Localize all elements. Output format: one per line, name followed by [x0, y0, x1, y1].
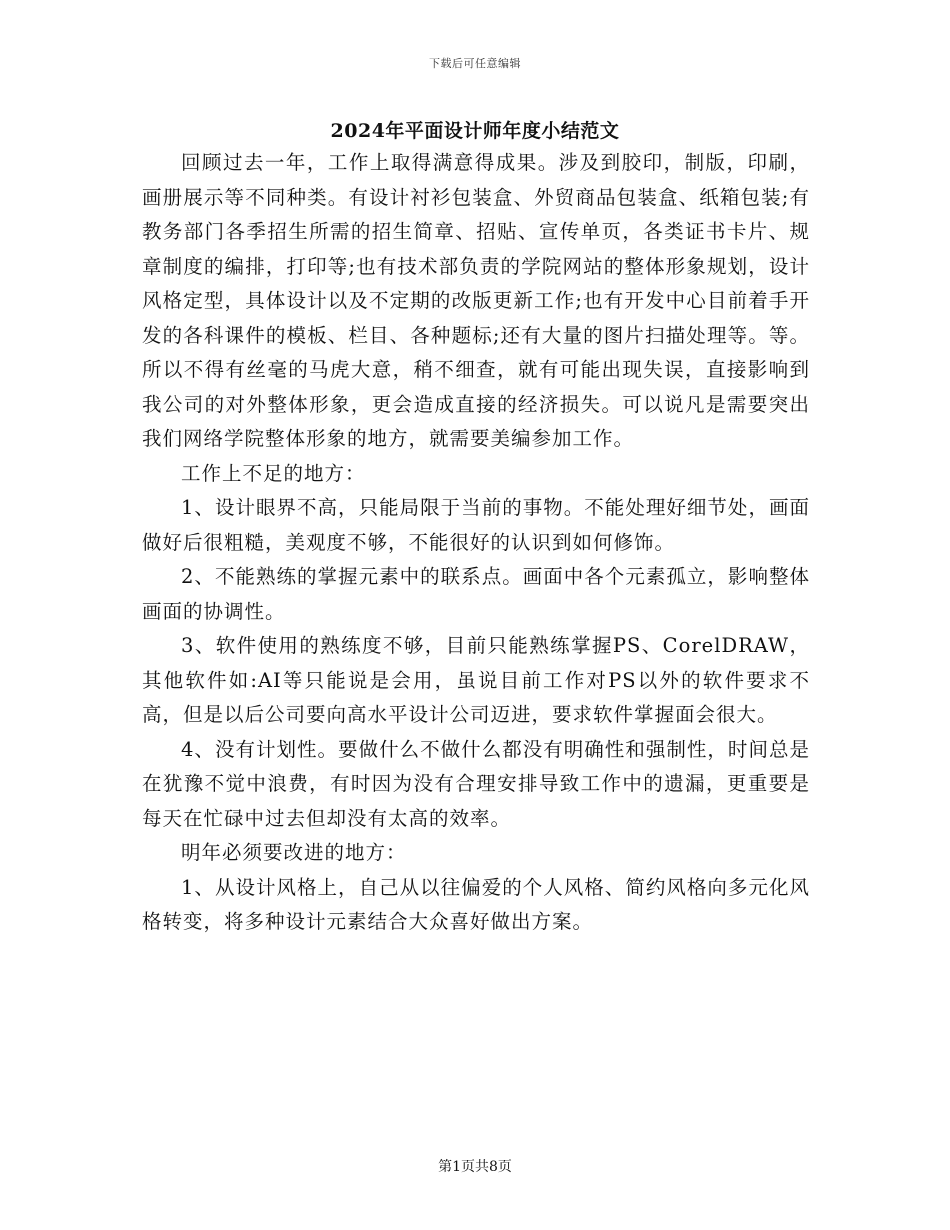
paragraph-shortcoming-1: 1、设计眼界不高，只能局限于当前的事物。不能处理好细节处，画面做好后很粗糙，美观度不够，不能很好的认识到如何修饰。: [142, 496, 810, 554]
page-footer: 第1页共8页: [438, 1159, 512, 1175]
paragraph-shortcoming-4: 4、没有计划性。要做什么不做什么都没有明确性和强制性，时间总是在犹豫不觉中浪费，有时因为没有合理安排导致工作中的遗漏，更重要是每天在忙碌中过去但却没有太高的效率。: [142, 737, 810, 830]
paragraph-shortcoming-3: 3、软件使用的熟练度不够，目前只能熟练掌握PS、CorelDRAW，其他软件如:AI等只能说是会用，虽说目前工作对PS以外的软件要求不高，但是以后公司要向高水平设计公司迈进，要求软件掌握面会很大。: [142, 634, 810, 726]
document-title: 2024年平面设计师年度小结范文: [330, 120, 620, 142]
paragraph-shortcoming-2: 2、不能熟练的掌握元素中的联系点。画面中各个元素孤立，影响整体画面的协调性。: [142, 565, 810, 623]
document-body: [142, 146, 810, 940]
paragraph-shortcomings-heading: 工作上不足的地方：: [181, 461, 366, 485]
paragraph-improvements-heading: 明年必须要改进的地方：: [181, 841, 407, 864]
paragraph-improvement-1: 1、从设计风格上，自己从以往偏爱的个人风格、简约风格向多元化风格转变，将多种设计元素结合大众喜好做出方案。: [142, 875, 810, 933]
paragraph-review: 回顾过去一年，工作上取得满意得成果。涉及到胶印，制版，印刷，画册展示等不同种类。有设计衬衫包装盒、外贸商品包装盒、纸箱包装;有教务部门各季招生所需的招生简章、招贴、宣传单页，各类证书卡片、规章制度的编排，打印等;也有技术部负责的学院网站的整体形象规划，设计风格定型，具体设计以及不定期的改版更新工作;也有开发中心目前着手开发的各科课件的模板、栏目、各种题标;还有大量的图片扫描处理等。等。所以不得有丝毫的马虎大意，稍不细查，就有可能出现失误，直接影响到我公司的对外整体形象，更会造成直接的经济损失。可以说凡是需要突出我们网络学院整体形象的地方，就需要美编参加工作。: [142, 151, 810, 450]
header-note: 下载后可任意编辑: [429, 57, 521, 70]
